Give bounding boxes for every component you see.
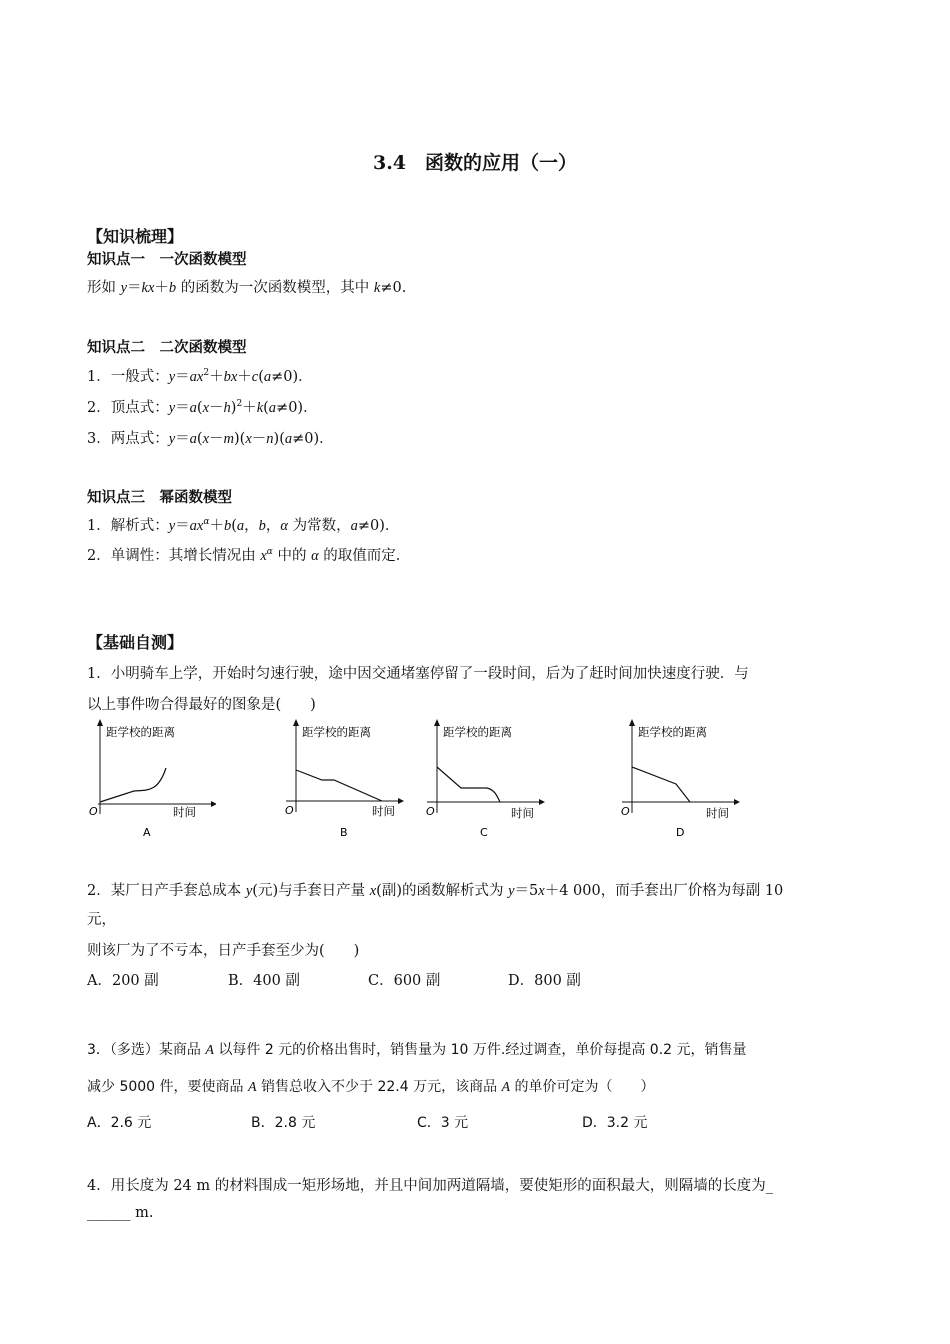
graph-b-xlabel: 时间: [372, 804, 395, 818]
q2-line-1: 2．某厂日产手套总成本 y(元)与手套日产量 x(副)的函数解析式为 y＝5x＋4 000，而手套出厂价格为每副 10: [87, 883, 784, 899]
kp3-heading: 知识点三 幂函数模型: [87, 490, 232, 506]
kp2-general-form: 1．一般式：$y=ax^2+bx+c(a\ne 0)$．: [87, 368, 313, 385]
graph-c-curve: [437, 767, 500, 802]
q1-line-2: 以上事件吻合得最好的图象是( ): [87, 697, 316, 713]
graph-d-curve: [632, 767, 690, 802]
kp2-vertex-form: 2．顶点式：$y=a(x-h)^2+k(a\ne 0)$．: [87, 399, 318, 416]
graph-b-ylabel: 距学校的距离: [302, 725, 371, 739]
q3-line-1: 3．（多选）某商品 A 以每件 2 元的价格出售时，销售量为 10 万件.经过调查，单价每提高 0.2 元，销售量: [87, 1042, 747, 1058]
graph-a-ylabel: 距学校的距离: [106, 725, 175, 739]
q1-graph-d: [618, 718, 748, 844]
graph-a-tag: A: [143, 826, 151, 839]
q3-line-2: 减少 5000 件，要使商品 A 销售总收入不少于 22.4 万元，该商品 A 的单价可定为（ ）: [87, 1079, 655, 1095]
q3-option-a: A．2.6 元: [87, 1115, 152, 1131]
kp1-heading: 知识点一 一次函数模型: [87, 252, 247, 268]
x-axis-arrow-icon: [398, 798, 404, 804]
kp2-two-point-form: 3．两点式：y＝a(x－m)(x－n)(a≠0)．: [87, 431, 334, 447]
q3-option-b: B．2.8 元: [251, 1115, 316, 1131]
graph-c-tag: C: [480, 826, 488, 839]
graph-d-tag: D: [676, 826, 685, 839]
kp1-text: 形如 y＝kx＋b 的函数为一次函数模型，其中 k≠0.: [87, 280, 407, 296]
q4-line-2: ______ m.: [87, 1205, 154, 1221]
y-axis-arrow-icon: [97, 719, 103, 726]
graph-a-xlabel: 时间: [173, 805, 196, 819]
graph-c-ylabel: 距学校的距离: [443, 725, 512, 739]
q2-option-d: D．800 副: [508, 973, 581, 989]
q1-line-1: 1．小明骑车上学，开始时匀速行驶，途中因交通堵塞停留了一段时间，后为了赶时间加快速度行驶．与: [87, 666, 749, 682]
q3-option-d: D．3.2 元: [582, 1115, 648, 1131]
q2-line-3: 则该厂为了不亏本，日产手套至少为( ): [87, 943, 360, 959]
q2-option-b: B．400 副: [228, 973, 300, 989]
q1-graph-b: [282, 718, 412, 844]
section-heading-review: 【知识梳理】: [87, 227, 184, 246]
graph-b-origin: O: [285, 804, 294, 817]
q3-option-c: C．3 元: [417, 1115, 469, 1131]
q2-option-c: C．600 副: [368, 973, 441, 989]
q1-graph-a: [86, 718, 216, 844]
graph-c-origin: O: [426, 805, 435, 818]
q1-graph-c: [423, 718, 553, 844]
q4-line-1: 4．用长度为 24 m 的材料围成一矩形场地，并且中间加两道隔墙，要使矩形的面积最大，则隔墙的长度为_: [87, 1178, 773, 1194]
graph-a-curve: [100, 768, 166, 802]
y-axis-arrow-icon: [293, 719, 299, 726]
y-axis-arrow-icon: [629, 719, 635, 726]
graph-d-origin: O: [621, 805, 630, 818]
q2-line-2: 元，: [87, 912, 116, 928]
x-axis-arrow-icon: [211, 801, 216, 807]
kp2-heading: 知识点二 二次函数模型: [87, 340, 247, 356]
q2-option-a: A．200 副: [87, 973, 159, 989]
kp3-monotonicity: 2．单调性：其增长情况由 $x^\alpha$ 中的 α 的取值而定．: [87, 547, 411, 564]
graph-c-xlabel: 时间: [511, 806, 534, 820]
section-heading-selftest: 【基础自测】: [87, 633, 184, 652]
x-axis-arrow-icon: [539, 799, 545, 805]
y-axis-arrow-icon: [434, 719, 440, 726]
graph-a-origin: O: [89, 805, 98, 818]
x-axis-arrow-icon: [734, 799, 740, 805]
graph-b-curve: [296, 770, 382, 801]
kp3-formula: 1．解析式：$y=ax^\alpha+b(a$，b，α 为常数，a≠0)．: [87, 517, 400, 534]
page-title: 3.4 函数的应用（一）: [372, 152, 578, 174]
graph-d-ylabel: 距学校的距离: [638, 725, 707, 739]
graph-d-xlabel: 时间: [706, 806, 729, 820]
graph-b-tag: B: [340, 826, 348, 839]
